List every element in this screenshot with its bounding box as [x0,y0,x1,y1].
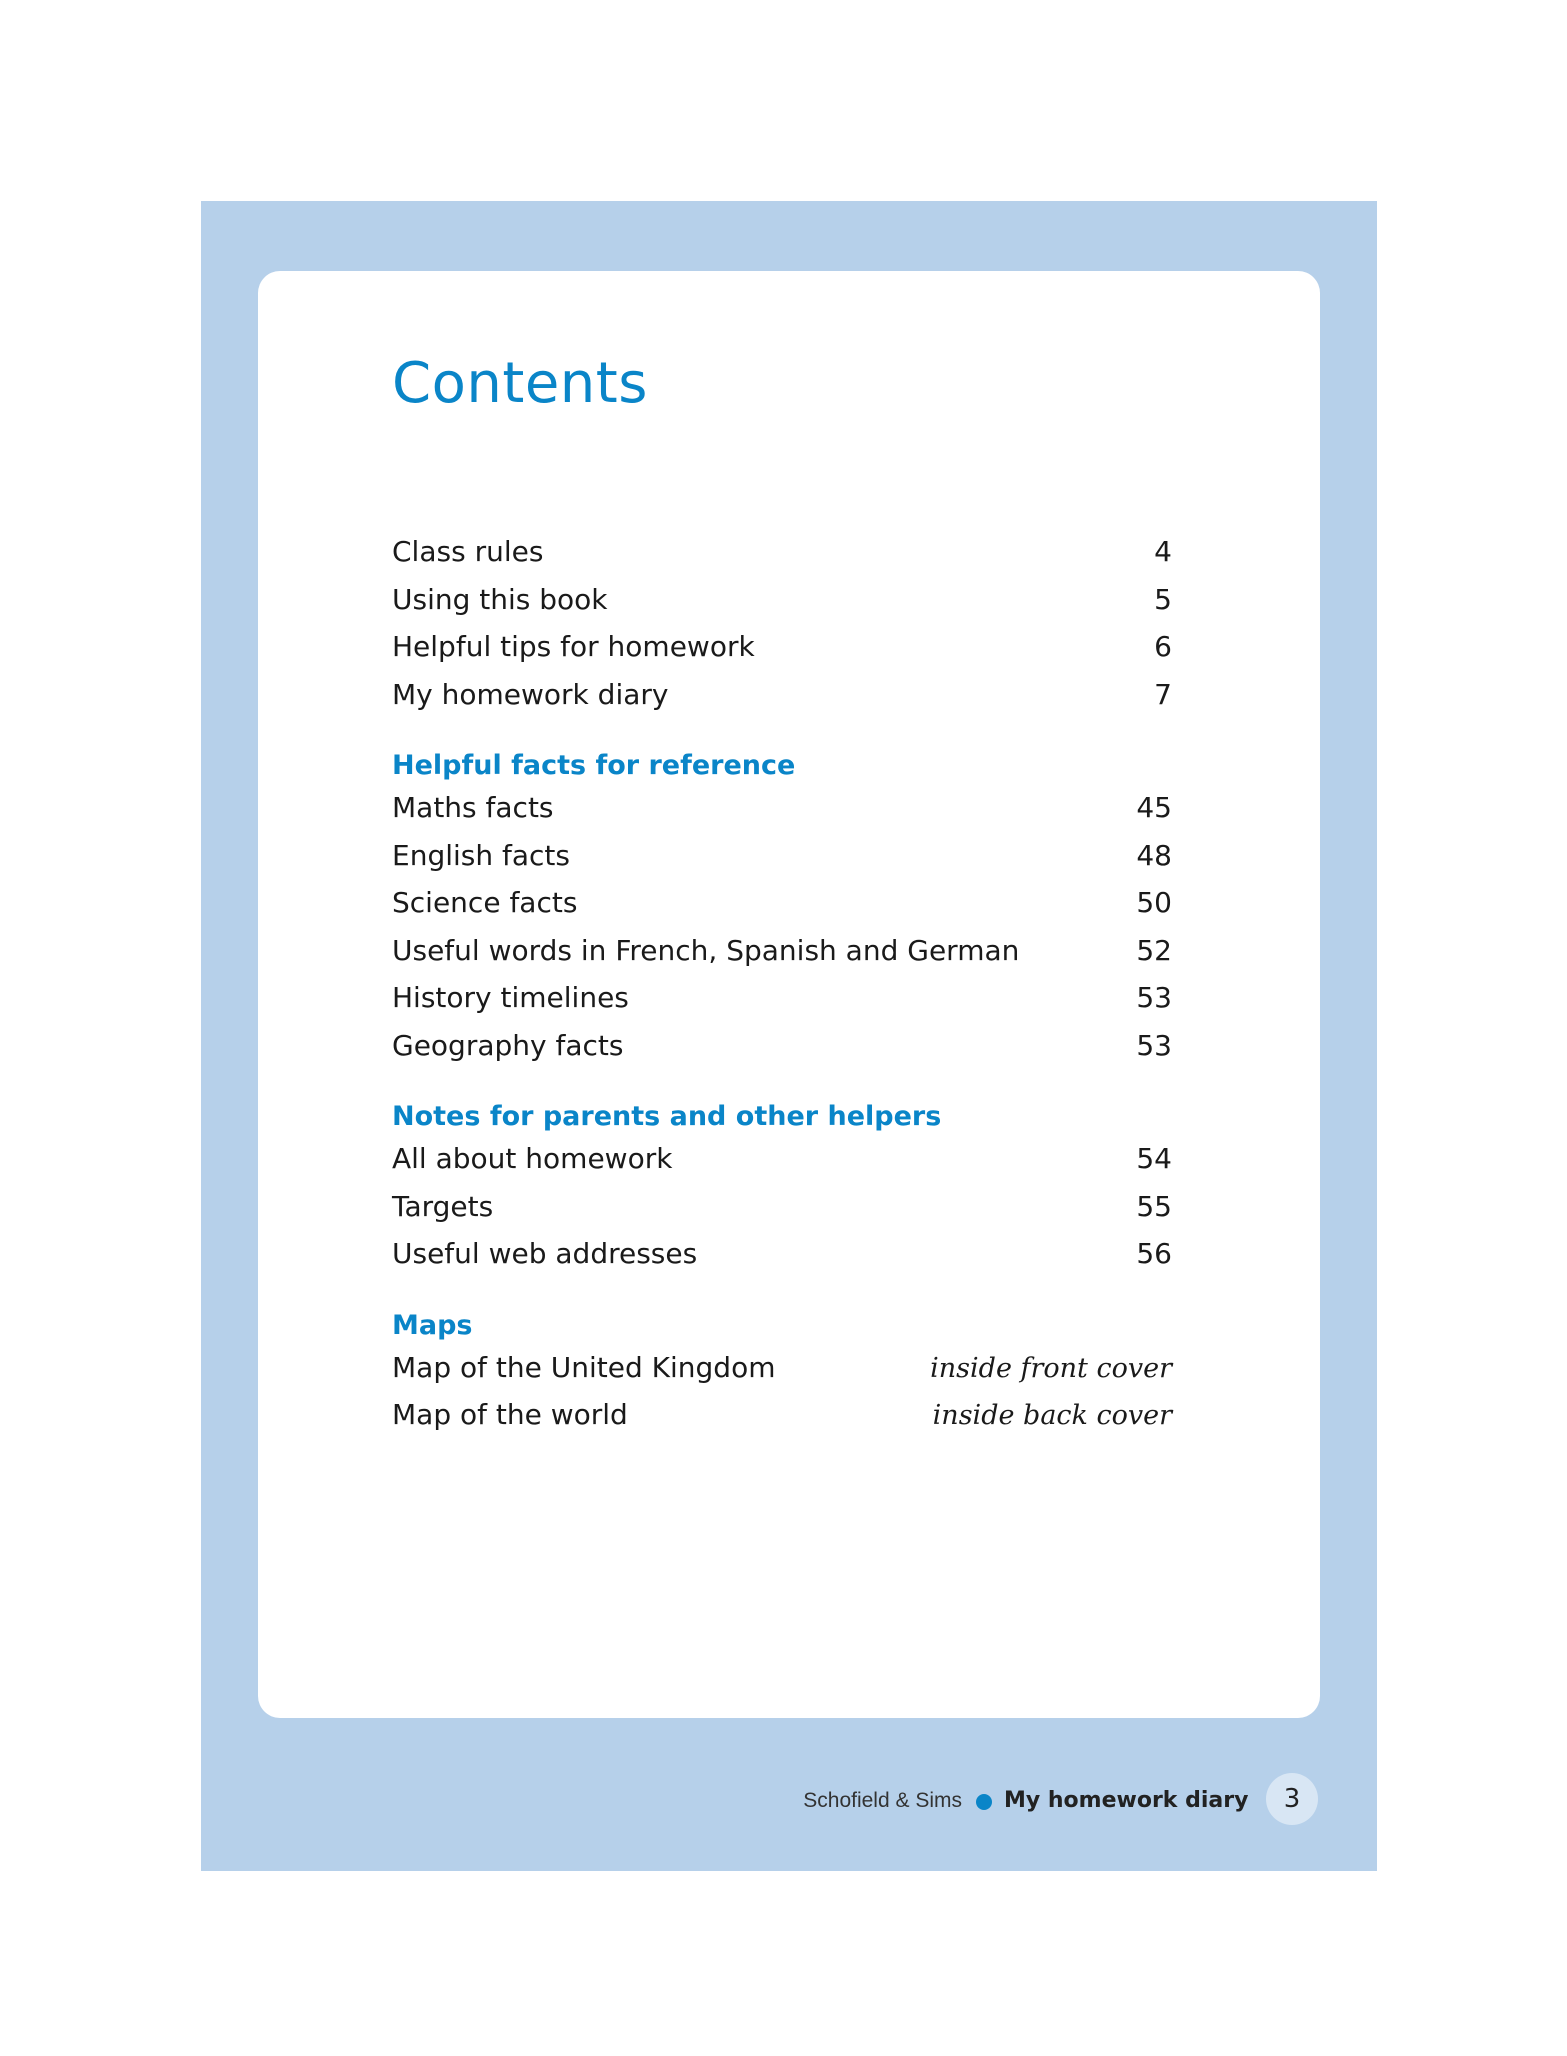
toc-entry-my-homework-diary[interactable] [392,678,1172,726]
toc-entry-label: All about homework [392,1142,673,1175]
footer-publisher: Schofield & Sims [803,1789,962,1812]
contents-panel [258,271,1320,1718]
toc-entry-targets[interactable] [392,1190,1172,1238]
section-heading-maps: Maps [392,1309,473,1341]
toc-entry-label: Class rules [392,535,544,568]
toc-entry-page: inside back cover [932,1400,1172,1431]
toc-entry-page: 55 [1136,1189,1172,1223]
table-of-contents [392,535,1172,1446]
toc-entry-helpful-tips[interactable] [392,630,1172,678]
toc-entry-page: 53 [1136,1028,1172,1062]
toc-entry-page: 50 [1136,886,1172,919]
toc-entry-page: 5 [1154,582,1172,616]
toc-entry-all-about-homework[interactable] [392,1142,1172,1190]
toc-entry-page: 56 [1136,1237,1172,1270]
section-heading-parents: Notes for parents and other helpers [392,1101,942,1132]
page-frame [201,201,1377,1871]
toc-entry-useful-words[interactable] [392,934,1172,982]
toc-entry-label: Map of the world [392,1398,628,1431]
toc-entry-label: Useful words in French, Spanish and German [392,933,1020,967]
toc-entry-label: Geography facts [392,1028,624,1062]
toc-entry-useful-web-addresses[interactable] [392,1237,1172,1285]
bullet-dot-icon [976,1794,992,1810]
toc-entry-class-rules[interactable] [392,535,1172,583]
toc-entry-label: English facts [392,838,570,872]
toc-entry-label: Maths facts [392,791,554,824]
toc-entry-label: History timelines [392,981,629,1014]
page-title: Contents [392,351,648,416]
toc-entry-page: 45 [1136,791,1172,824]
toc-entry-page: 53 [1136,981,1172,1014]
toc-entry-maths-facts[interactable] [392,791,1172,839]
toc-entry-page: 6 [1154,630,1172,663]
toc-entry-page: 7 [1154,677,1172,711]
toc-entry-label: Targets [392,1189,494,1223]
toc-entry-label: Helpful tips for homework [392,630,755,663]
toc-entry-page: 48 [1136,838,1172,872]
toc-entry-map-world[interactable] [392,1398,1172,1446]
toc-entry-map-uk[interactable] [392,1351,1172,1399]
toc-entry-label: Using this book [392,582,608,616]
toc-entry-label: My homework diary [392,677,669,711]
toc-entry-label: Science facts [392,886,578,919]
toc-entry-page: inside front cover [930,1352,1172,1384]
toc-entry-page: 54 [1136,1142,1172,1175]
toc-entry-page: 4 [1154,535,1172,568]
toc-entry-using-this-book[interactable] [392,583,1172,631]
page-number-badge: 3 [1266,1773,1318,1825]
toc-entry-page: 52 [1136,933,1172,967]
section-heading-reference: Helpful facts for reference [392,750,796,781]
page-footer [201,1773,1377,1829]
toc-entry-history-timelines[interactable] [392,981,1172,1029]
toc-entry-english-facts[interactable] [392,839,1172,887]
footer-book-title: My homework diary [1004,1788,1249,1813]
toc-entry-science-facts[interactable] [392,886,1172,934]
toc-entry-label: Map of the United Kingdom [392,1350,776,1384]
toc-entry-label: Useful web addresses [392,1237,698,1270]
toc-entry-geography-facts[interactable] [392,1029,1172,1077]
